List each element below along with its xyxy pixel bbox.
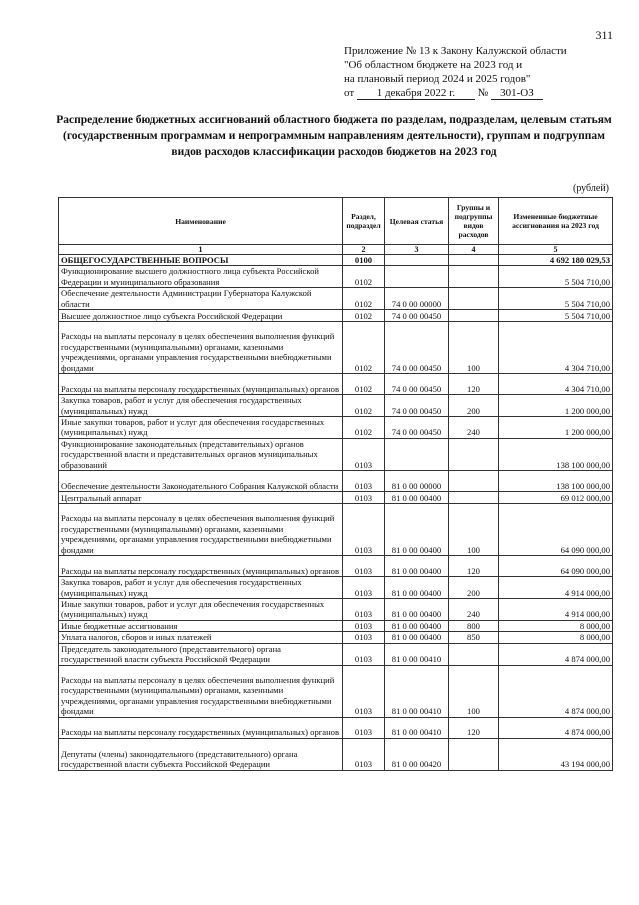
- cell-name: Иные бюджетные ассигнования: [59, 620, 343, 631]
- cell-group: 100: [449, 504, 499, 556]
- cell-target: 81 0 00 00400: [385, 577, 449, 599]
- cell-amount: 4 874 000,00: [499, 665, 613, 717]
- table-row: [59, 255, 613, 266]
- cell-section: 0103: [343, 504, 385, 556]
- cell-section: 0103: [343, 717, 385, 738]
- cell-group: [449, 738, 499, 770]
- table-row: [59, 438, 613, 470]
- cell-name: Расходы на выплаты персоналу государственных (муниципальных) органов: [59, 374, 343, 395]
- cell-target: 81 0 00 00400: [385, 556, 449, 577]
- table-row: [59, 632, 613, 643]
- cell-target: 81 0 00 00410: [385, 643, 449, 665]
- cell-name: Иные закупки товаров, работ и услуг для обеспечения государственных (муниципальных) нужд: [59, 417, 343, 439]
- cell-section: 0103: [343, 438, 385, 470]
- cell-group: 240: [449, 417, 499, 439]
- cell-amount: 64 090 000,00: [499, 556, 613, 577]
- cell-section: 0103: [343, 665, 385, 717]
- cell-amount: 8 000,00: [499, 620, 613, 631]
- table-row: [59, 492, 613, 504]
- cell-name: ОБЩЕГОСУДАРСТВЕННЫЕ ВОПРОСЫ: [59, 255, 343, 266]
- table-row: [59, 665, 613, 717]
- cell-group: [449, 471, 499, 492]
- appendix-from-label: от: [344, 87, 355, 99]
- cell-amount: 4 304 710,00: [499, 374, 613, 395]
- table-row: [59, 310, 613, 322]
- cell-section: 0102: [343, 310, 385, 322]
- cell-amount: 8 000,00: [499, 632, 613, 643]
- cell-section: 0103: [343, 471, 385, 492]
- column-number: 3: [385, 245, 449, 255]
- cell-name: Председатель законодательного (представительного) органа государственной власти субъекта Российской Федерации: [59, 643, 343, 665]
- cell-section: 0102: [343, 322, 385, 374]
- table-row: [59, 599, 613, 621]
- cell-target: 81 0 00 00400: [385, 632, 449, 643]
- appendix-header: [344, 44, 567, 100]
- cell-section: 0103: [343, 492, 385, 504]
- table-row: [59, 322, 613, 374]
- cell-section: 0102: [343, 288, 385, 310]
- header-amount: Измененные бюджетные ассигнования на 2023 год: [499, 198, 613, 245]
- cell-section: 0103: [343, 620, 385, 631]
- cell-name: Иные закупки товаров, работ и услуг для обеспечения государственных (муниципальных) нужд: [59, 599, 343, 621]
- cell-section: 0102: [343, 374, 385, 395]
- units-label: (рублей): [572, 183, 609, 194]
- cell-target: [385, 438, 449, 470]
- cell-amount: 69 012 000,00: [499, 492, 613, 504]
- cell-target: [385, 255, 449, 266]
- cell-amount: 64 090 000,00: [499, 504, 613, 556]
- cell-amount: 138 100 000,00: [499, 471, 613, 492]
- cell-group: 100: [449, 665, 499, 717]
- table-row: [59, 374, 613, 395]
- cell-group: [449, 492, 499, 504]
- table-row: [59, 643, 613, 665]
- cell-target: 81 0 00 00400: [385, 504, 449, 556]
- table-row: [59, 288, 613, 310]
- table-row: [59, 577, 613, 599]
- cell-target: 74 0 00 00450: [385, 322, 449, 374]
- cell-target: 81 0 00 00400: [385, 620, 449, 631]
- cell-amount: 4 304 710,00: [499, 322, 613, 374]
- document-title: Распределение бюджетных ассигнований областного бюджета по разделам, подразделам, целевым статьям (государственным программам и непрограммным направлениям деятельности), группам и подгруппам видов расходов классификации расходов бюджетов на 2023 год: [56, 114, 612, 158]
- cell-group: 100: [449, 322, 499, 374]
- cell-section: 0103: [343, 632, 385, 643]
- cell-amount: 1 200 000,00: [499, 395, 613, 417]
- cell-section: 0102: [343, 395, 385, 417]
- cell-target: 81 0 00 00410: [385, 717, 449, 738]
- table-row: [59, 717, 613, 738]
- column-numbers-row: [59, 245, 613, 255]
- appendix-number-label: №: [477, 87, 489, 99]
- header-target: Целевая статья: [385, 198, 449, 245]
- cell-amount: 4 914 000,00: [499, 577, 613, 599]
- cell-target: 81 0 00 00000: [385, 471, 449, 492]
- cell-group: 800: [449, 620, 499, 631]
- cell-section: 0102: [343, 417, 385, 439]
- cell-amount: 5 504 710,00: [499, 288, 613, 310]
- cell-section: 0103: [343, 599, 385, 621]
- cell-name: Расходы на выплаты персоналу государственных (муниципальных) органов: [59, 717, 343, 738]
- cell-target: 74 0 00 00450: [385, 310, 449, 322]
- cell-group: 200: [449, 577, 499, 599]
- cell-section: 0103: [343, 643, 385, 665]
- cell-amount: 4 874 000,00: [499, 717, 613, 738]
- table-header-row: [59, 198, 613, 245]
- cell-name: Обеспечение деятельности Законодательного Собрания Калужской области: [59, 471, 343, 492]
- cell-amount: 5 504 710,00: [499, 266, 613, 288]
- cell-target: 74 0 00 00450: [385, 417, 449, 439]
- page-number: 311: [595, 28, 613, 42]
- cell-amount: 4 914 000,00: [499, 599, 613, 621]
- cell-section: 0102: [343, 266, 385, 288]
- cell-target: 74 0 00 00450: [385, 395, 449, 417]
- cell-group: 850: [449, 632, 499, 643]
- cell-amount: 1 200 000,00: [499, 417, 613, 439]
- table-row: [59, 395, 613, 417]
- appendix-line-2: "Об областном бюджете на 2023 год и: [344, 59, 523, 71]
- table-row: [59, 266, 613, 288]
- cell-group: [449, 266, 499, 288]
- table-row: [59, 620, 613, 631]
- cell-group: 120: [449, 374, 499, 395]
- cell-group: 120: [449, 717, 499, 738]
- header-groups: Группы и подгруппы видов расходов: [449, 198, 499, 245]
- cell-name: Закупка товаров, работ и услуг для обеспечения государственных (муниципальных) нужд: [59, 395, 343, 417]
- cell-name: Расходы на выплаты персоналу государственных (муниципальных) органов: [59, 556, 343, 577]
- column-number: 5: [499, 245, 613, 255]
- cell-group: [449, 255, 499, 266]
- cell-group: 240: [449, 599, 499, 621]
- cell-group: [449, 643, 499, 665]
- cell-group: 200: [449, 395, 499, 417]
- appendix-date: 1 декабря 2022 г.: [357, 87, 475, 100]
- header-section: Раздел, подраздел: [343, 198, 385, 245]
- cell-section: 0103: [343, 577, 385, 599]
- cell-name: Высшее должностное лицо субъекта Российской Федерации: [59, 310, 343, 322]
- cell-target: [385, 266, 449, 288]
- cell-group: [449, 310, 499, 322]
- column-number: 1: [59, 245, 343, 255]
- table-row: [59, 504, 613, 556]
- cell-group: [449, 288, 499, 310]
- appendix-line-1: Приложение № 13 к Закону Калужской области: [344, 45, 567, 57]
- cell-name: Функционирование высшего должностного лица субъекта Российской Федерации и муниципального образования: [59, 266, 343, 288]
- cell-group: 120: [449, 556, 499, 577]
- cell-target: 81 0 00 00400: [385, 492, 449, 504]
- table-row: [59, 738, 613, 770]
- header-name: Наименование: [59, 198, 343, 245]
- cell-amount: 4 874 000,00: [499, 643, 613, 665]
- table-row: [59, 471, 613, 492]
- cell-section: 0103: [343, 556, 385, 577]
- appendix-number: 301-ОЗ: [491, 87, 543, 100]
- cell-target: 74 0 00 00000: [385, 288, 449, 310]
- cell-amount: 138 100 000,00: [499, 438, 613, 470]
- table-body: [59, 255, 613, 771]
- table-row: [59, 556, 613, 577]
- cell-section: 0103: [343, 738, 385, 770]
- cell-name: Депутаты (члены) законодательного (представительного) органа государственной власти субъекта Российской Федерации: [59, 738, 343, 770]
- cell-amount: 43 194 000,00: [499, 738, 613, 770]
- cell-name: Расходы на выплаты персоналу в целях обеспечения выполнения функций государственными (муниципальными) органами, казенными учреждениями, органами управления государственными внебюджетными фондами: [59, 322, 343, 374]
- cell-name: Функционирование законодательных (представительных) органов государственной власти и представительных органов муниципальных образований: [59, 438, 343, 470]
- cell-amount: 5 504 710,00: [499, 310, 613, 322]
- column-number: 2: [343, 245, 385, 255]
- budget-table: [58, 197, 613, 771]
- cell-target: 81 0 00 00410: [385, 665, 449, 717]
- cell-target: 81 0 00 00400: [385, 599, 449, 621]
- cell-name: Расходы на выплаты персоналу в целях обеспечения выполнения функций государственными (муниципальными) органами, казенными учреждениями, органами управления государственными внебюджетными фондами: [59, 504, 343, 556]
- cell-target: 74 0 00 00450: [385, 374, 449, 395]
- cell-target: 81 0 00 00420: [385, 738, 449, 770]
- cell-name: Центральный аппарат: [59, 492, 343, 504]
- cell-name: Закупка товаров, работ и услуг для обеспечения государственных (муниципальных) нужд: [59, 577, 343, 599]
- cell-amount: 4 692 180 029,53: [499, 255, 613, 266]
- cell-name: Уплата налогов, сборов и иных платежей: [59, 632, 343, 643]
- cell-name: Расходы на выплаты персоналу в целях обеспечения выполнения функций государственными (муниципальными) органами, казенными учреждениями, органами управления государственными внебюджетными фондами: [59, 665, 343, 717]
- cell-section: 0100: [343, 255, 385, 266]
- column-number: 4: [449, 245, 499, 255]
- cell-group: [449, 438, 499, 470]
- cell-name: Обеспечение деятельности Администрации Губернатора Калужской области: [59, 288, 343, 310]
- appendix-line-3: на плановый период 2024 и 2025 годов": [344, 73, 531, 85]
- table-row: [59, 417, 613, 439]
- appendix-date-line: [344, 86, 567, 100]
